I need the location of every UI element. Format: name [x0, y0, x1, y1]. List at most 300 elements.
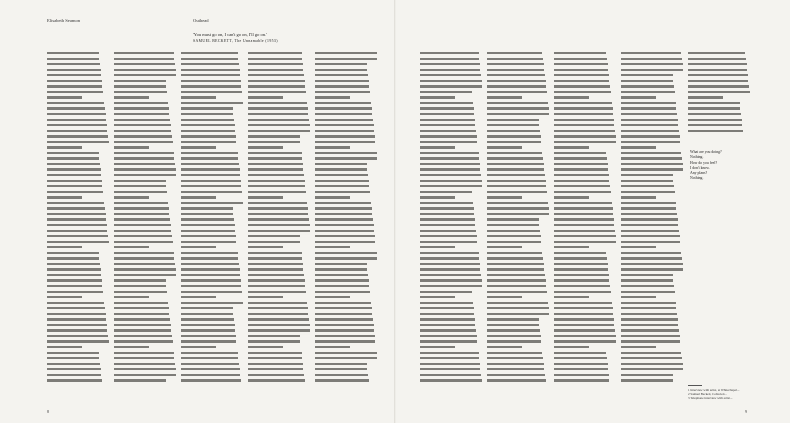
text-line [114, 202, 168, 204]
text-line [554, 235, 616, 237]
text-line [315, 202, 371, 204]
text-line [47, 285, 102, 287]
text-line [47, 235, 108, 237]
text-line [554, 74, 609, 76]
text-line [181, 335, 236, 337]
footnotes [688, 388, 766, 401]
text-line [114, 329, 171, 331]
text-line [315, 374, 368, 376]
text-line [181, 191, 242, 193]
text-line [47, 268, 101, 270]
text-line [47, 185, 102, 187]
text-line [181, 357, 238, 359]
text-line [420, 324, 475, 326]
text-line [420, 268, 480, 270]
text-line [114, 157, 174, 159]
text-line [621, 324, 678, 326]
text-line [47, 263, 100, 265]
text-line [181, 324, 235, 326]
text-line [181, 119, 234, 121]
text-line [315, 124, 374, 126]
text-line [315, 174, 368, 176]
text-line [554, 119, 614, 121]
text-line [181, 74, 240, 76]
text-line [420, 96, 455, 98]
text-line [315, 340, 375, 342]
text-line [688, 74, 748, 76]
text-line [248, 213, 308, 215]
text-line [114, 74, 176, 76]
text-line [554, 218, 614, 220]
text-line [248, 119, 309, 121]
text-line [47, 296, 82, 298]
text-line [114, 135, 172, 137]
text-line [248, 324, 310, 326]
text-line [315, 91, 370, 93]
text-line [47, 146, 82, 148]
text-column-6 [420, 52, 483, 387]
text-line [487, 263, 544, 265]
text-line [114, 263, 175, 265]
quote-line: Nothing. [690, 176, 704, 181]
text-line [181, 263, 239, 265]
text-line [47, 346, 82, 348]
text-line [554, 80, 609, 82]
text-line [621, 363, 683, 365]
text-line [554, 185, 610, 187]
text-line [315, 85, 369, 87]
text-line [181, 146, 216, 148]
text-line [487, 363, 544, 365]
text-line [621, 80, 673, 82]
text-line [47, 119, 106, 121]
text-line [621, 274, 673, 276]
text-line [621, 96, 656, 98]
text-line [315, 285, 369, 287]
text-line [554, 279, 609, 281]
text-line [420, 52, 479, 54]
text-line [487, 119, 539, 121]
text-line [181, 157, 238, 159]
text-line [114, 152, 174, 154]
text-line [621, 146, 656, 148]
text-line [47, 302, 104, 304]
text-line [487, 324, 539, 326]
text-line [114, 291, 167, 293]
text-column-1 [47, 52, 110, 387]
text-line [554, 146, 589, 148]
text-line [621, 124, 678, 126]
text-line [420, 274, 481, 276]
text-line [315, 102, 371, 104]
text-line [315, 52, 377, 54]
text-line [315, 302, 371, 304]
text-line [47, 218, 106, 220]
text-line [487, 307, 549, 309]
text-line [487, 80, 546, 82]
text-line [315, 324, 374, 326]
text-line [181, 252, 238, 254]
text-line [487, 335, 541, 337]
text-line [181, 180, 241, 182]
text-line [554, 285, 610, 287]
text-line [621, 357, 682, 359]
text-line [315, 263, 367, 265]
text-line [315, 163, 367, 165]
text-line [315, 113, 372, 115]
text-line [487, 352, 542, 354]
text-line [621, 157, 682, 159]
text-line [114, 246, 149, 248]
text-line [248, 58, 302, 60]
text-line [554, 85, 610, 87]
text-line [688, 119, 742, 121]
text-line [181, 135, 236, 137]
text-line [554, 263, 608, 265]
text-line [554, 357, 607, 359]
text-line [621, 168, 683, 170]
text-line [420, 291, 472, 293]
text-line [487, 274, 545, 276]
text-line [420, 107, 474, 109]
text-line [47, 85, 102, 87]
text-line [554, 346, 589, 348]
text-line [621, 279, 673, 281]
text-line [47, 246, 82, 248]
text-line [181, 213, 233, 215]
text-line [315, 235, 375, 237]
text-line [248, 279, 305, 281]
text-line [420, 224, 475, 226]
text-line [420, 257, 479, 259]
text-line [114, 91, 167, 93]
text-line [315, 335, 375, 337]
text-line [315, 357, 377, 359]
text-line [487, 329, 540, 331]
text-line [487, 213, 549, 215]
text-line [487, 168, 544, 170]
text-line [181, 196, 216, 198]
text-line [554, 135, 616, 137]
text-line [688, 102, 740, 104]
quote-line: Nothing. [690, 155, 704, 160]
text-line [487, 91, 547, 93]
text-line [47, 152, 99, 154]
text-line [487, 374, 545, 376]
text-line [315, 58, 377, 60]
text-line [621, 180, 673, 182]
text-line [621, 174, 673, 176]
text-line [420, 74, 481, 76]
text-line [420, 113, 474, 115]
text-line [554, 157, 607, 159]
text-line [181, 174, 240, 176]
text-line [554, 368, 608, 370]
text-line [554, 340, 616, 342]
text-line [487, 318, 539, 320]
text-line [114, 107, 169, 109]
text-line [621, 218, 678, 220]
text-line [621, 352, 681, 354]
text-line [554, 324, 614, 326]
text-line [248, 313, 308, 315]
text-line [554, 374, 609, 376]
text-line [420, 163, 480, 165]
text-line [248, 135, 300, 137]
text-line [181, 246, 216, 248]
text-line [621, 268, 683, 270]
text-column-9 [621, 52, 684, 387]
text-line [315, 141, 375, 143]
text-line [420, 335, 477, 337]
text-line [420, 152, 479, 154]
text-line [248, 74, 304, 76]
text-line [47, 274, 101, 276]
text-line [621, 246, 656, 248]
text-line [487, 224, 539, 226]
text-line [315, 346, 350, 348]
text-line [688, 113, 741, 115]
text-line [487, 202, 548, 204]
footnote-rule [688, 385, 702, 386]
quote-line: Any plans? [690, 171, 708, 176]
text-line [487, 163, 544, 165]
text-line [420, 102, 473, 104]
text-line [688, 63, 747, 65]
text-line [114, 230, 171, 232]
text-line [114, 63, 175, 65]
text-line [114, 374, 176, 376]
text-line [621, 318, 678, 320]
text-line [248, 302, 307, 304]
text-line [47, 291, 103, 293]
text-line [621, 329, 679, 331]
text-line [248, 318, 309, 320]
folio-left: 8 [47, 409, 49, 414]
text-line [114, 96, 149, 98]
text-line [420, 352, 479, 354]
text-line [487, 230, 540, 232]
text-line [248, 141, 300, 143]
text-line [114, 252, 174, 254]
text-line [114, 180, 166, 182]
text-line [420, 196, 455, 198]
text-line [554, 63, 608, 65]
text-line [315, 130, 374, 132]
text-line [47, 69, 101, 71]
text-line [315, 307, 372, 309]
text-line [688, 130, 743, 132]
text-line [420, 146, 455, 148]
text-line [114, 80, 166, 82]
text-line [248, 379, 305, 381]
text-line [248, 257, 302, 259]
text-line [621, 368, 683, 370]
text-line [315, 135, 375, 137]
text-line [621, 207, 676, 209]
epigraph-attribution: SAMUEL BECKETT, The Unnamable (1953) [193, 39, 278, 43]
text-line [315, 274, 368, 276]
text-line [420, 346, 455, 348]
text-line [181, 340, 236, 342]
text-line [487, 368, 544, 370]
text-line [487, 96, 522, 98]
text-line [181, 202, 243, 204]
text-line [47, 230, 107, 232]
text-line [181, 235, 236, 237]
text-line [315, 119, 373, 121]
text-line [487, 113, 549, 115]
text-line [487, 146, 522, 148]
text-line [181, 124, 235, 126]
text-line [315, 352, 377, 354]
text-line [114, 379, 166, 381]
text-line [315, 180, 369, 182]
text-line [554, 96, 589, 98]
text-line [420, 119, 475, 121]
text-line [487, 291, 547, 293]
text-line [621, 196, 656, 198]
text-line [114, 141, 173, 143]
text-line [621, 58, 682, 60]
text-line [554, 257, 607, 259]
text-line [554, 91, 611, 93]
text-line [47, 213, 106, 215]
running-head-left: Elisabeth Seamon [47, 18, 81, 23]
text-line [47, 340, 109, 342]
text-line [248, 202, 307, 204]
text-line [420, 263, 480, 265]
text-line [248, 180, 305, 182]
text-line [47, 163, 100, 165]
text-line [181, 241, 236, 243]
text-line [114, 196, 149, 198]
text-column-5 [315, 52, 378, 387]
text-line [621, 263, 683, 265]
text-line [315, 379, 369, 381]
text-line [554, 379, 609, 381]
text-line [315, 196, 350, 198]
text-line [315, 329, 374, 331]
text-line [315, 224, 374, 226]
text-line [621, 291, 675, 293]
text-line [47, 174, 101, 176]
text-line [114, 69, 176, 71]
text-line [554, 313, 613, 315]
quote-line: How do you feel? [690, 160, 718, 165]
text-line [315, 257, 377, 259]
text-line [621, 130, 679, 132]
text-line [114, 318, 170, 320]
text-line [554, 296, 589, 298]
text-line [688, 85, 749, 87]
text-line [315, 230, 374, 232]
text-line [248, 80, 305, 82]
text-line [554, 335, 616, 337]
text-line [487, 180, 546, 182]
text-line [487, 302, 548, 304]
text-line [315, 146, 350, 148]
text-line [487, 102, 548, 104]
text-line [420, 69, 480, 71]
text-line [248, 152, 302, 154]
text-line [688, 107, 740, 109]
text-line [554, 246, 589, 248]
quote-line: I don't know. [690, 165, 710, 170]
text-line [621, 230, 679, 232]
text-line [621, 313, 677, 315]
text-line [420, 218, 475, 220]
text-line [181, 207, 233, 209]
text-line [181, 291, 242, 293]
text-line [621, 191, 675, 193]
text-line [487, 85, 546, 87]
text-line [248, 263, 303, 265]
text-line [181, 230, 235, 232]
text-line [248, 241, 300, 243]
text-line [114, 174, 176, 176]
text-line [181, 285, 241, 287]
text-line [487, 246, 522, 248]
text-line [420, 174, 481, 176]
text-line [621, 152, 681, 154]
text-line [554, 191, 611, 193]
text-line [554, 196, 589, 198]
text-line [114, 191, 167, 193]
text-line [248, 185, 305, 187]
text-line [181, 96, 216, 98]
text-column-8 [554, 52, 617, 387]
text-line [181, 130, 235, 132]
text-line [47, 168, 101, 170]
text-line [621, 135, 680, 137]
text-line [621, 302, 676, 304]
text-line [248, 113, 308, 115]
text-column-7 [487, 52, 550, 387]
text-line [554, 241, 616, 243]
text-line [47, 252, 99, 254]
text-line [47, 318, 106, 320]
text-line [315, 168, 367, 170]
text-line [248, 374, 304, 376]
text-line [114, 363, 175, 365]
text-line [420, 279, 482, 281]
text-line [47, 91, 103, 93]
text-line [181, 69, 240, 71]
text-line [114, 307, 169, 309]
text-line [114, 257, 174, 259]
text-line [181, 268, 240, 270]
text-line [487, 241, 541, 243]
text-line [114, 168, 176, 170]
text-line [114, 268, 176, 270]
text-line [114, 313, 169, 315]
text-line [554, 352, 606, 354]
text-line [487, 141, 541, 143]
text-line [248, 157, 302, 159]
text-line [621, 185, 674, 187]
text-line [315, 157, 377, 159]
text-line [487, 196, 522, 198]
running-head-right: Outhead [193, 18, 209, 23]
text-line [315, 96, 350, 98]
text-line [420, 58, 479, 60]
text-line [114, 352, 174, 354]
text-line [420, 191, 472, 193]
text-line [487, 279, 546, 281]
text-line [420, 185, 482, 187]
text-line [114, 274, 176, 276]
